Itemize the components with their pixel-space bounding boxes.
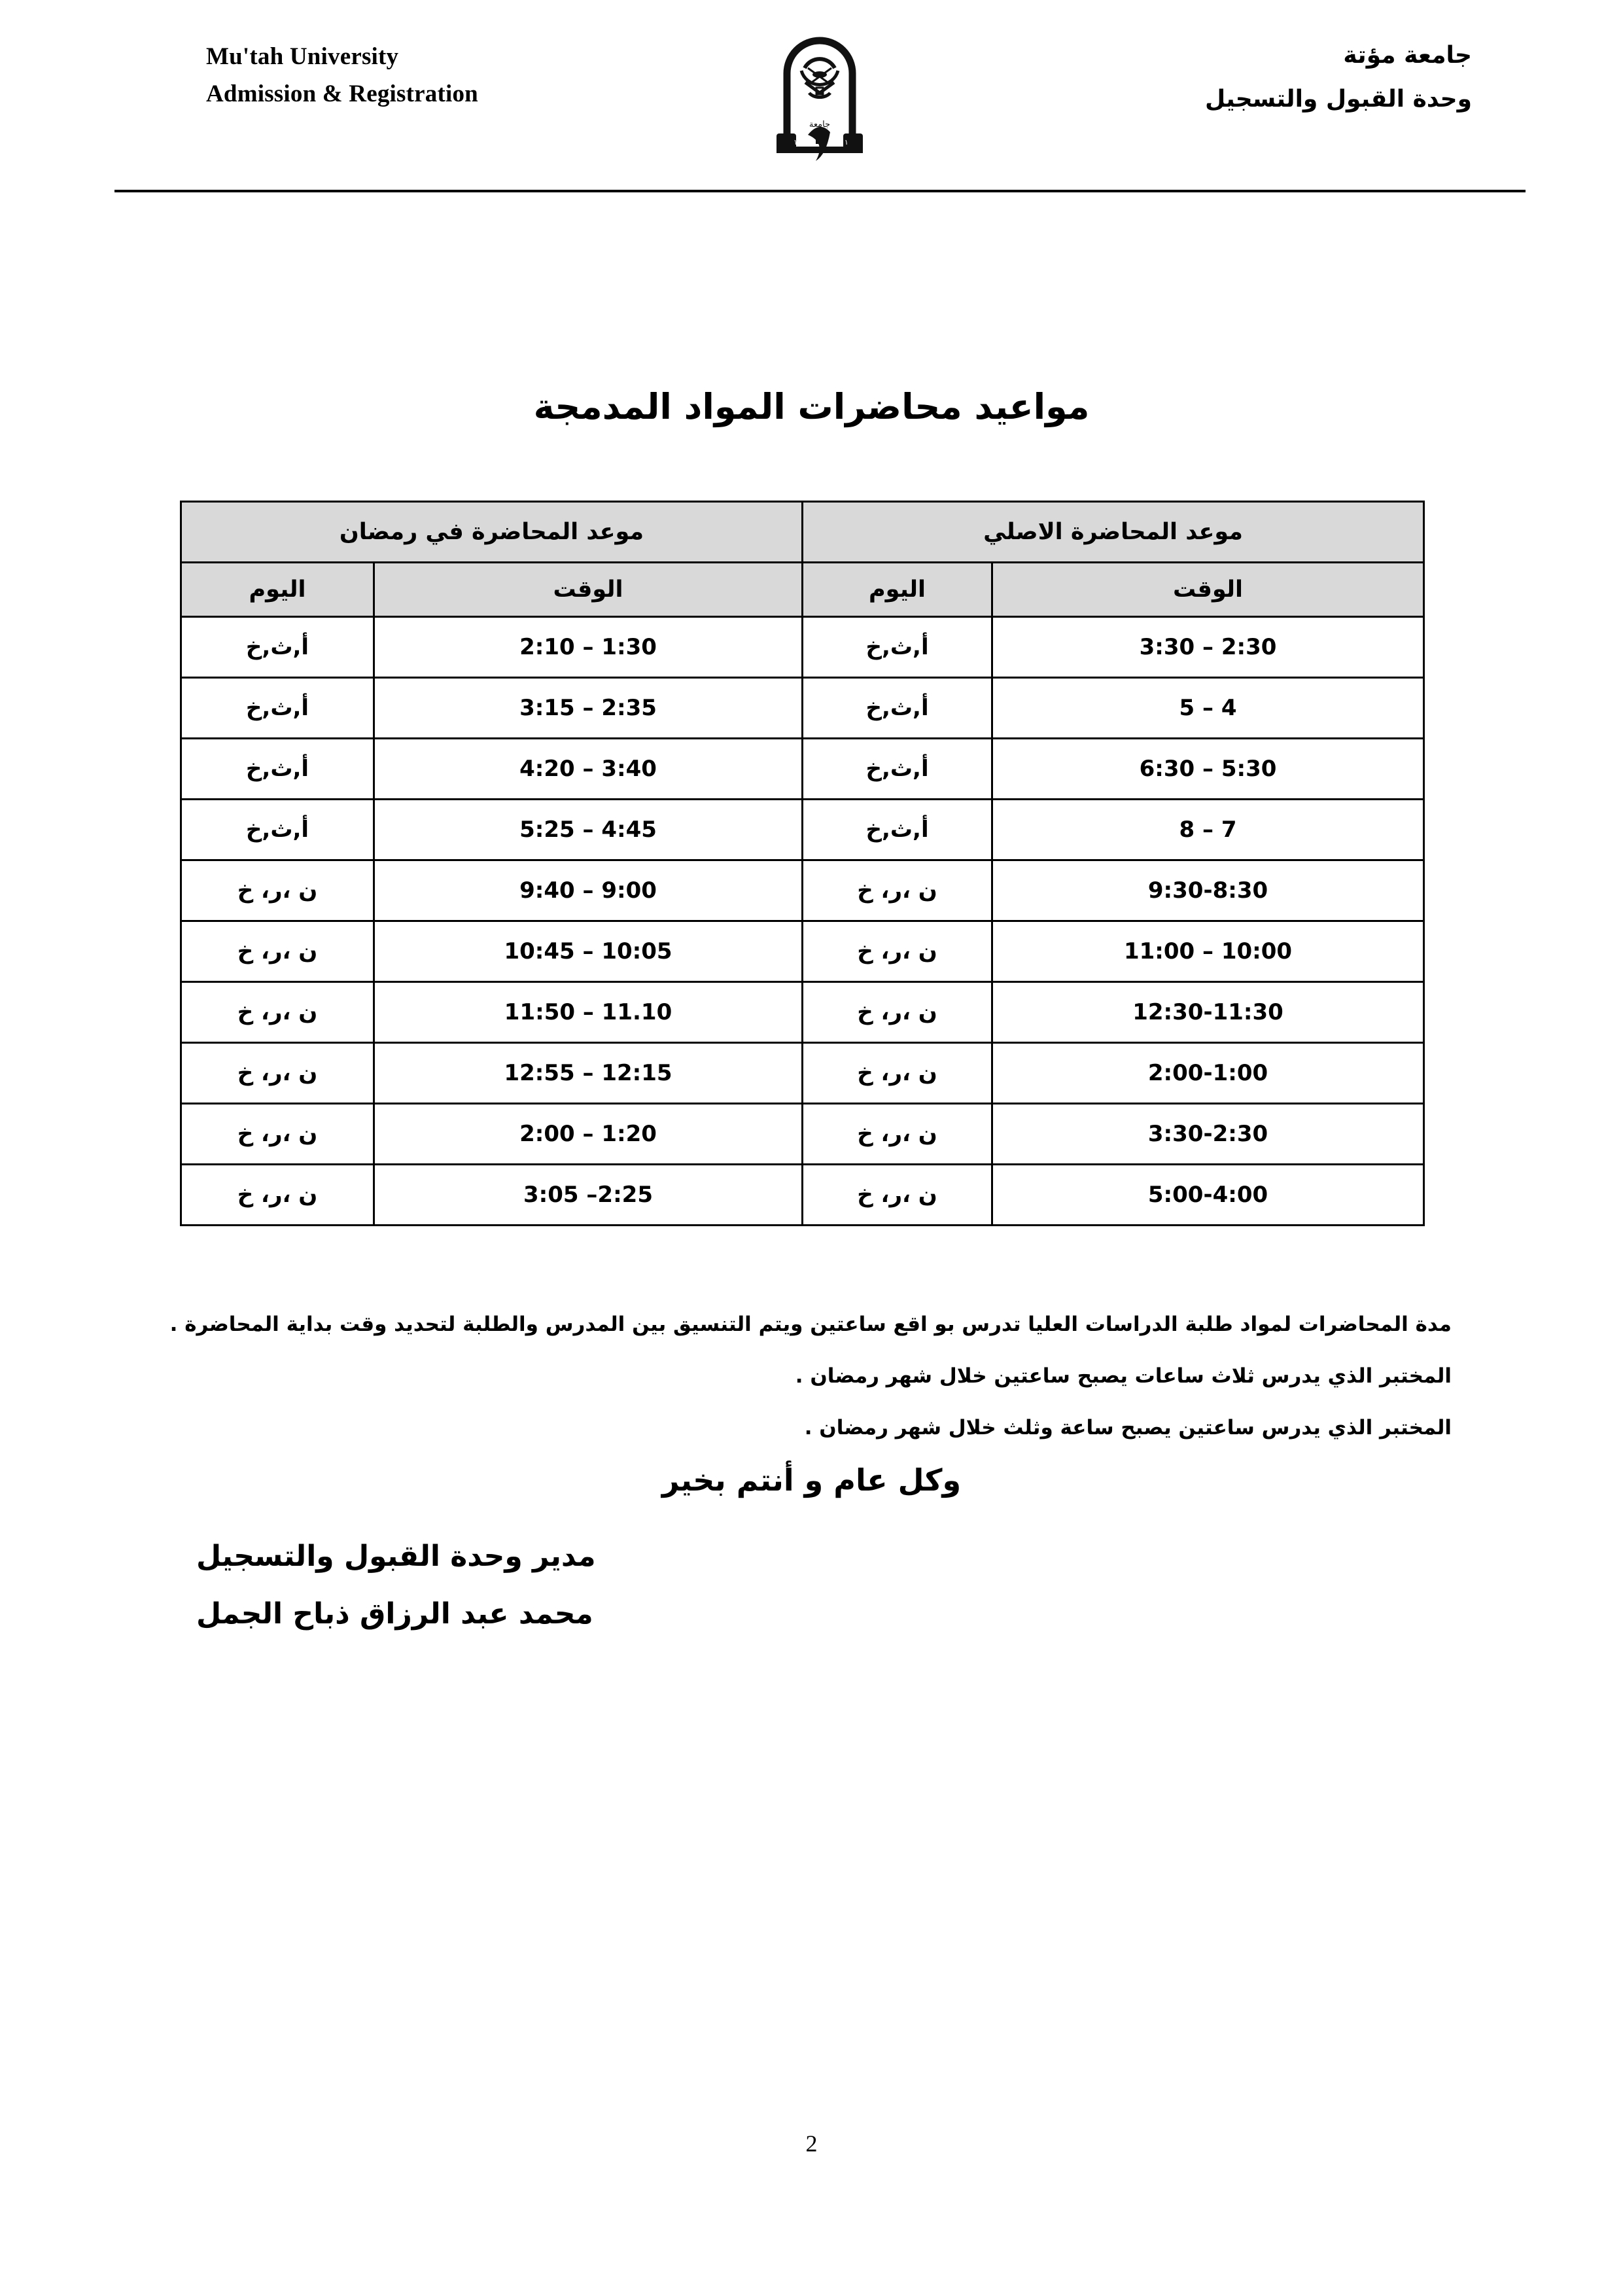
column-header-day-ramadan: اليوم <box>181 563 374 617</box>
letterhead <box>114 20 1524 177</box>
university-name-en: Mu'tah University <box>206 43 399 70</box>
table-row <box>181 800 1424 860</box>
table-row <box>181 1104 1424 1165</box>
cell-original-time: 3:30-2:30 <box>992 1104 1424 1165</box>
cell-original-day: ن ،ر، خ <box>803 1043 992 1104</box>
cell-original-time: 2:00-1:00 <box>992 1043 1424 1104</box>
table-row <box>181 617 1424 678</box>
note-item: مدة المحاضرات لمواد طلبة الدراسات العليا تدرس بو اقع ساعتين ويتم التنسيق بين المدرس والطلبة لتحديد وقت بداية المحاضرة . <box>169 1313 1452 1336</box>
group-header-ramadan: موعد المحاضرة في رمضان <box>181 502 803 563</box>
table-row <box>181 1043 1424 1104</box>
group-header-row <box>181 502 1424 563</box>
cell-ramadan-time: 4:20 – 3:40 <box>374 739 803 800</box>
note-item: المختبر الذي يدرس ساعتين يصبح ساعة وثلث خلال شهر رمضان . <box>804 1416 1452 1440</box>
cell-ramadan-time: 5:25 – 4:45 <box>374 800 803 860</box>
signatory-name: محمد عبد الرزاق ذباح الجمل <box>196 1597 593 1631</box>
department-name-ar: وحدة القبول والتسجيل <box>1204 85 1472 113</box>
cell-ramadan-day: أ,ث,خ <box>181 617 374 678</box>
table-row <box>181 739 1424 800</box>
mutah-university-seal-icon <box>767 22 872 163</box>
cell-original-time: 6:30 – 5:30 <box>992 739 1424 800</box>
sub-header-row <box>181 563 1424 617</box>
cell-ramadan-time: 2:00 – 1:20 <box>374 1104 803 1165</box>
table-row <box>181 921 1424 982</box>
cell-original-time: 11:00 – 10:00 <box>992 921 1424 982</box>
cell-ramadan-time: 3:15 – 2:35 <box>374 678 803 739</box>
cell-ramadan-time: 3:05 –2:25 <box>374 1165 803 1226</box>
cell-original-day: ن ،ر، خ <box>803 982 992 1043</box>
group-header-original: موعد المحاضرة الاصلي <box>803 502 1424 563</box>
column-header-time-ramadan: الوقت <box>374 563 803 617</box>
cell-original-time: 5:00-4:00 <box>992 1165 1424 1226</box>
letterhead-arabic-block <box>1205 34 1472 121</box>
table-row <box>181 1165 1424 1226</box>
cell-original-time: 8 – 7 <box>992 800 1424 860</box>
cell-ramadan-day: أ,ث,خ <box>181 800 374 860</box>
cell-original-time: 5 – 4 <box>992 678 1424 739</box>
svg-text:جامعة: جامعة <box>809 120 830 130</box>
cell-ramadan-day: ن ،ر، خ <box>181 860 374 921</box>
greeting-text: وكل عام و أنتم بخير <box>661 1462 962 1498</box>
cell-original-time: 9:30-8:30 <box>992 860 1424 921</box>
header-divider <box>114 190 1526 192</box>
cell-original-day: أ,ث,خ <box>803 617 992 678</box>
signatory-role: مدير وحدة القبول والتسجيل <box>196 1540 596 1573</box>
cell-ramadan-day: ن ،ر، خ <box>181 1104 374 1165</box>
cell-ramadan-time: 11:50 – 11.10 <box>374 982 803 1043</box>
page-number: 2 <box>805 2130 818 2157</box>
cell-original-day: ن ،ر، خ <box>803 860 992 921</box>
cell-ramadan-day: ن ،ر، خ <box>181 921 374 982</box>
cell-ramadan-time: 12:55 – 12:15 <box>374 1043 803 1104</box>
letterhead-english-block <box>206 38 478 113</box>
table-row <box>181 982 1424 1043</box>
schedule-table <box>180 501 1425 1226</box>
signature-block <box>196 1528 981 1643</box>
cell-original-day: ن ،ر، خ <box>803 1165 992 1226</box>
notes-block <box>169 1299 1452 1454</box>
table-row <box>181 860 1424 921</box>
cell-original-day: ن ،ر، خ <box>803 921 992 982</box>
cell-original-day: أ,ث,خ <box>803 739 992 800</box>
department-name-en: Admission & Registration <box>206 80 478 108</box>
table-head <box>181 502 1424 617</box>
cell-original-time: 3:30 – 2:30 <box>992 617 1424 678</box>
cell-ramadan-time: 10:45 – 10:05 <box>374 921 803 982</box>
svg-text:١٤٠١: ١٤٠١ <box>832 138 848 147</box>
university-name-ar: جامعة مؤتة <box>1343 42 1472 69</box>
cell-ramadan-time: 2:10 – 1:30 <box>374 617 803 678</box>
table-body <box>181 617 1424 1226</box>
cell-ramadan-day: ن ،ر، خ <box>181 1165 374 1226</box>
cell-original-day: ن ،ر، خ <box>803 1104 992 1165</box>
table-row <box>181 678 1424 739</box>
column-header-day-original: اليوم <box>803 563 992 617</box>
cell-ramadan-day: أ,ث,خ <box>181 739 374 800</box>
cell-original-day: أ,ث,خ <box>803 678 992 739</box>
cell-ramadan-time: 9:40 – 9:00 <box>374 860 803 921</box>
note-item: المختبر الذي يدرس ثلاث ساعات يصبح ساعتين خلال شهر رمضان . <box>795 1364 1452 1388</box>
page-title: مواعيد محاضرات المواد المدمجة <box>533 386 1090 427</box>
cell-original-day: أ,ث,خ <box>803 800 992 860</box>
cell-ramadan-day: ن ،ر، خ <box>181 1043 374 1104</box>
cell-ramadan-day: ن ،ر، خ <box>181 982 374 1043</box>
svg-text:١٩٨١: ١٩٨١ <box>793 138 809 147</box>
cell-ramadan-day: أ,ث,خ <box>181 678 374 739</box>
cell-original-time: 12:30-11:30 <box>992 982 1424 1043</box>
column-header-time-original: الوقت <box>992 563 1424 617</box>
schedule-table-container <box>180 501 1423 1226</box>
